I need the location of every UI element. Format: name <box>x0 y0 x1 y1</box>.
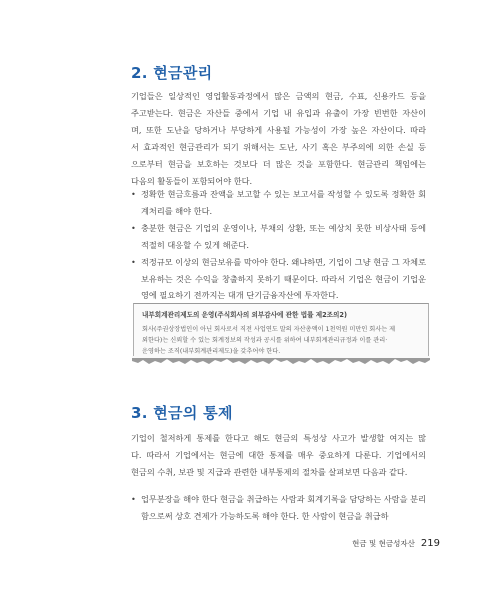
bullet-text: 업무분장을 해야 한다 현금을 취급하는 사람과 회계기록을 담당하는 사람을 분리함으로써 상호 견제가 가능하도록 해야 한다. 한 사람이 현금을 취급하 <box>141 494 426 521</box>
bullet-item <box>131 254 426 305</box>
torn-edge-divider <box>132 356 430 366</box>
paragraph-line: 기업이 철저하게 통제를 한다고 해도 현금의 특성상 사고가 발생할 여지는 많 <box>131 433 426 443</box>
paragraph-line: 기업들은 일상적인 영업활동과정에서 많은 금액의 현금, 수표, 신용카드 등을 <box>131 91 426 101</box>
bullet-text: 충분한 현금은 기업의 운영이나, 부채의 상환, 또는 예상치 못한 비상사태 등에 적절히 대응할 수 있게 해준다. <box>141 222 426 250</box>
section1-bullet-list <box>131 186 426 304</box>
paragraph-line: 며, 또한 도난을 당하거나 부당하게 사용될 가능성이 가장 높은 자산이다. 따라 <box>131 124 426 135</box>
page-number: 219 <box>420 538 440 549</box>
bullet-text: 정확한 현금흐름과 잔액을 보고할 수 있는 보고서를 작성할 수 있도록 정확한 회계처리를 해야 한다. <box>141 189 426 216</box>
bullet-dot-icon: • <box>131 494 136 504</box>
note-box-body <box>142 324 420 357</box>
footer-chapter-title: 현금 및 현금성자산 <box>352 539 415 548</box>
section-heading-cash-management: 2. 현금관리 <box>131 64 213 82</box>
bullet-dot-icon: • <box>131 256 136 267</box>
bullet-text: 적정규모 이상의 현금보유를 막아야 한다. 왜냐하면, 기업이 그냥 현금 그 자체로 보유하는 것은 수익을 창출하지 못하기 때문이다. 따라서 기업은 현금이 기업운영에 필요하기 전까지는 대개 단기금융자산에 투자한다. <box>141 256 426 301</box>
bullet-item <box>131 220 426 254</box>
paragraph-line: 다음의 활동들이 포함되어야 한다. <box>131 175 253 186</box>
paragraph-line: 으로부터 현금을 보호하는 것보다 더 많은 것을 포함한다. 현금관리 책임에는 <box>131 158 426 169</box>
paragraph-line: 현금의 수취, 보관 및 지급과 관련한 내부통제의 절차를 살펴보면 다음과 같다. <box>131 466 408 477</box>
note-box-line: 회사(주권상장법인이 아닌 회사로서 직전 사업연도 말의 자산총액이 1천억원 미만인 회사는 제 <box>142 326 396 333</box>
bullet-dot-icon: • <box>131 222 136 233</box>
note-box-line: 운영하는 조직(내부회계관리제도)을 갖추어야 한다. <box>142 348 281 355</box>
section-heading-cash-control: 3. 현금의 통제 <box>131 404 233 422</box>
section2-paragraph <box>131 430 426 481</box>
note-box-title: 내부회계관리제도의 운영(주식회사의 외부감사에 관한 법률 제2조의2) <box>142 311 348 319</box>
note-box <box>133 303 429 360</box>
bullet-item <box>131 491 426 525</box>
paragraph-line: 주고받는다. 현금은 자산들 중에서 기업 내 유입과 유출이 가장 빈번한 자산이 <box>131 107 426 118</box>
page-footer <box>352 538 440 549</box>
bullet-item <box>131 186 426 220</box>
paragraph-line: 다. 따라서 기업에서는 현금에 대한 통제를 매우 중요하게 다룬다. 기업에서의 <box>131 449 426 460</box>
section1-paragraph <box>131 88 426 189</box>
note-box-line: 외한다)는 신뢰할 수 있는 회계정보의 작성과 공시를 위하여 내부회계관리규정과 이를 관리· <box>142 337 388 344</box>
paragraph-line: 서 효과적인 현금관리가 되기 위해서는 도난, 사기 혹은 부주의에 의한 손실 등 <box>131 141 426 152</box>
bullet-dot-icon: • <box>131 189 136 199</box>
section2-bullet-list <box>131 491 426 525</box>
